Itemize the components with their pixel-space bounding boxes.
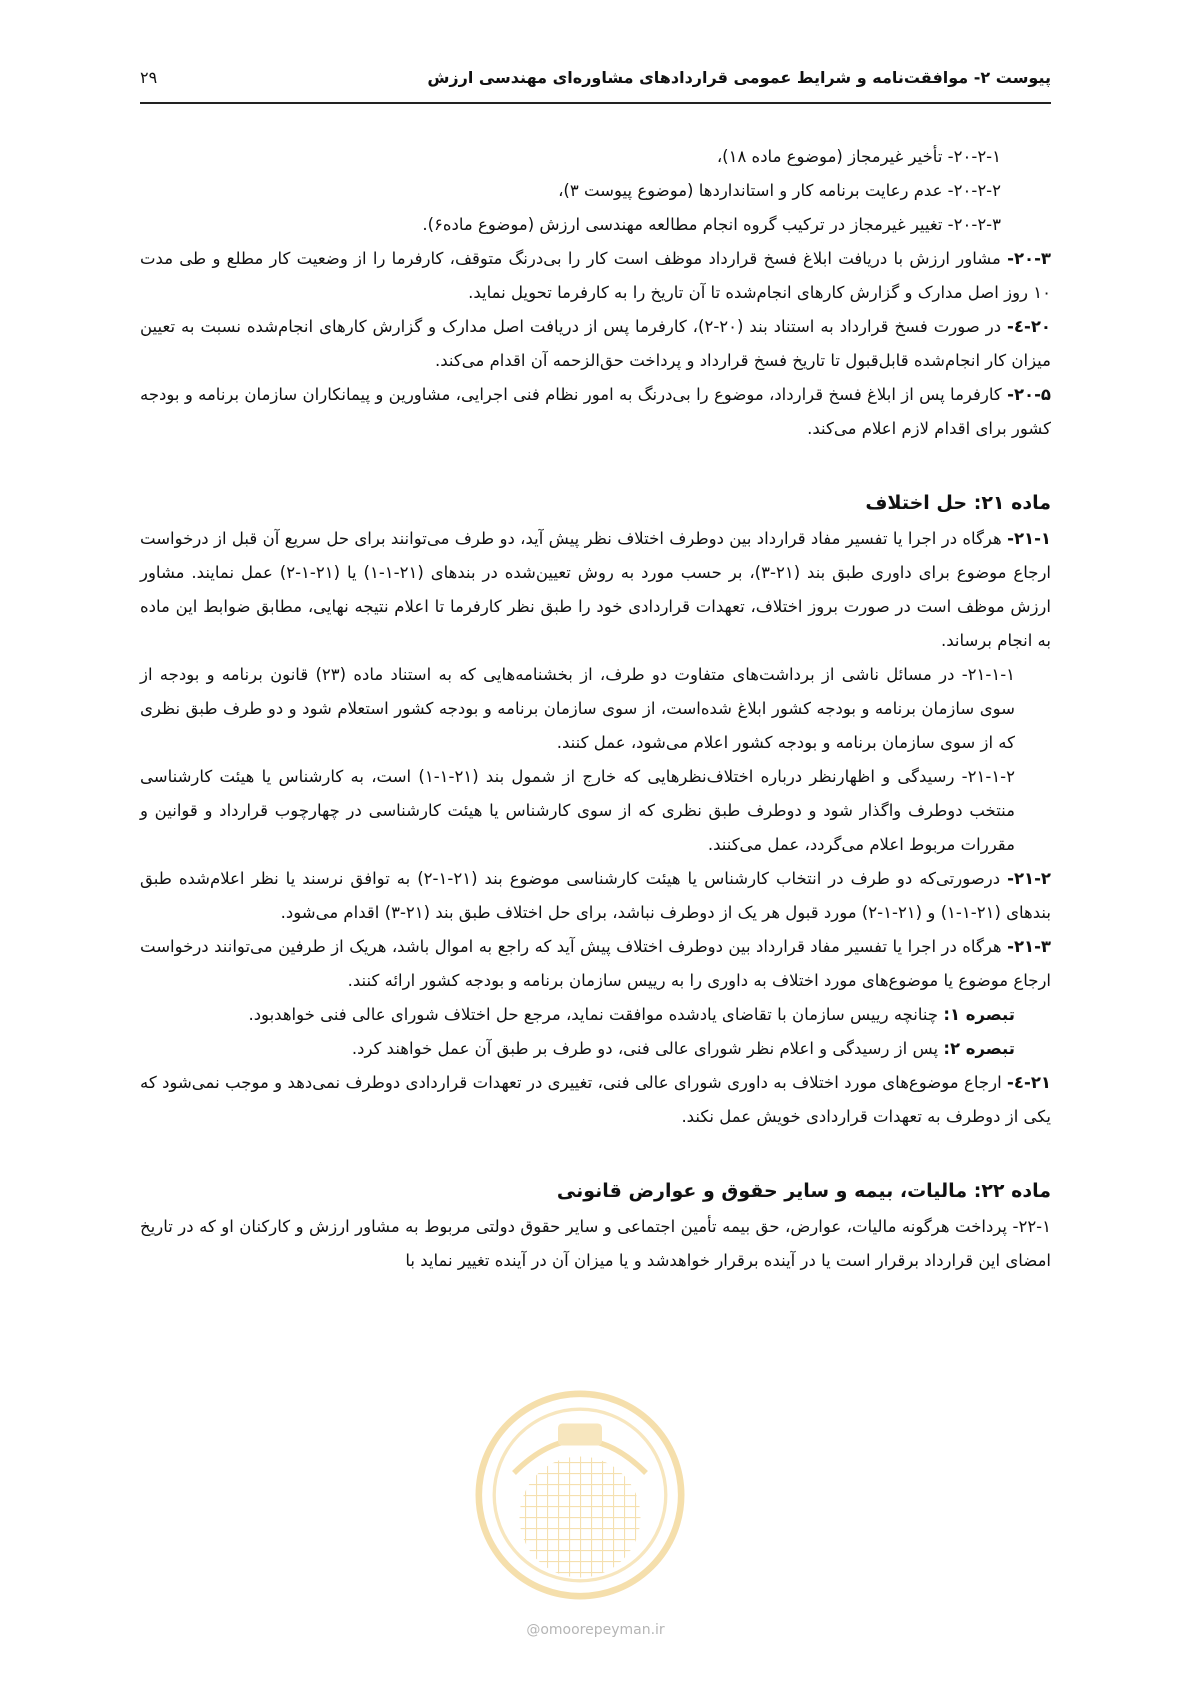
- header-title: پیوست ۲- موافقت‌نامه و شرایط عمومی قراردادهای مشاوره‌ای مهندسی ارزش: [427, 68, 1051, 87]
- clause-number: تبصره ۲:: [943, 1039, 1015, 1058]
- page-number: ۲۹: [140, 68, 158, 87]
- seal-logo-icon: [470, 1385, 690, 1605]
- clause-number: ۲۱-۳-: [1007, 937, 1051, 956]
- paragraph-text: ۲۱-۱-۱- در مسائل ناشی از برداشت‌های متفاوت دو طرف، از بخشنامه‌هایی که به استناد ماده (۲۳) قانون برنامه و بودجه از سوی سازمان برنامه و بودجه کشور ابلاغ شده‌است، از سوی سازمان برنامه و بودجه کشور استعلام شود و دو طرف طبق نظری که از سوی سازمان برنامه و بودجه کشور اعلام می‌شود، عمل کنند.: [140, 665, 1016, 752]
- paragraph-text: درصورتی‌که دو طرف در انتخاب کارشناس یا هیئت کارشناسی موضوع بند (۲۱-۱-۲) به توافق نرسند یا نظر اعلام‌شده طبق بندهای (۲۱-۱-۱) و (۲۱-۱-۲) مورد قبول هر یک از دوطرف نباشد، برای حل اختلاف طبق بند (۲۱-۳) اقدام می‌شود.: [140, 869, 1051, 922]
- paragraph-text: ۲۱-۱-۲- رسیدگی و اظهارنظر درباره اختلاف‌نظرهایی که خارج از شمول بند (۲۱-۱-۱) است، به کارشناس یا هیئت کارشناسی منتخب دوطرف واگذار شود و دوطرف طبق نظری که از سوی کارشناس یا هیئت کارشناسی در چهارچوب قرارداد و قوانین و مقررات مربوط اعلام می‌گردد، عمل می‌کنند.: [140, 767, 1015, 854]
- document-body: [140, 140, 1051, 1278]
- paragraph: [140, 1032, 1051, 1066]
- paragraph-text: ۲۰-۲-۳- تغییر غیرمجاز در ترکیب گروه انجام مطالعه مهندسی ارزش (موضوع ماده۶).: [422, 215, 1001, 234]
- paragraph: [140, 174, 1051, 208]
- footer-site: @omoorepeyman.ir: [526, 1622, 665, 1638]
- clause-number: تبصره ۱:: [943, 1005, 1015, 1024]
- paragraph-text: ماده ۲۲: مالیات، بیمه و سایر حقوق و عوارض قانونی: [556, 1180, 1051, 1202]
- clause-number: ۲۰-۵-: [1007, 385, 1051, 404]
- clause-number: ۲۱-۱-: [1007, 529, 1051, 548]
- paragraph: [140, 310, 1051, 378]
- paragraph: [140, 760, 1051, 862]
- paragraph: [140, 522, 1051, 658]
- clause-number: ۲۱-۲-: [1007, 869, 1051, 888]
- article-heading: [140, 486, 1051, 520]
- paragraph-text: ۲۰-۲-۲- عدم رعایت برنامه کار و استانداردها (موضوع پیوست ۳)،: [558, 181, 1001, 200]
- paragraph-text: در صورت فسخ قرارداد به استناد بند (۲۰-۲)، کارفرما پس از دریافت اصل مدارک و گزارش کارهای انجام‌شده نسبت به تعیین میزان کار انجام‌شده قابل‌قبول تا تاریخ فسخ قرارداد و پرداخت حق‌الزحمه آن اقدام می‌کند.: [140, 317, 1051, 370]
- paragraph: [140, 658, 1051, 760]
- paragraph-text: ماده ۲۱: حل اختلاف: [865, 492, 1051, 514]
- paragraph: [140, 1210, 1051, 1278]
- paragraph-text: هرگاه در اجرا یا تفسیر مفاد قرارداد بین دوطرف اختلاف پیش آید که راجع به اموال باشد، هریک از طرفین می‌توانند درخواست ارجاع موضوع یا موضوع‌های مورد اختلاف به داوری را به رییس سازمان برنامه و بودجه کشور ارائه کنند.: [140, 937, 1051, 990]
- paragraph: [140, 378, 1051, 446]
- paragraph-text: چنانچه رییس سازمان با تقاضای یادشده موافقت نماید، مرجع حل اختلاف شورای عالی فنی خواهدبود.: [248, 1005, 944, 1024]
- clause-number: ۲۰-٤-: [1007, 317, 1051, 336]
- paragraph: [140, 862, 1051, 930]
- paragraph: [140, 930, 1051, 998]
- paragraph-text: مشاور ارزش با دریافت ابلاغ فسخ قرارداد موظف است کار را بی‌درنگ متوقف، کارفرما را از وضعیت کار مطلع و طی مدت ۱۰ روز اصل مدارک و گزارش کارهای انجام‌شده تا آن تاریخ را به کارفرما تحویل نماید.: [140, 249, 1051, 302]
- article-heading: [140, 1174, 1051, 1208]
- paragraph: [140, 998, 1051, 1032]
- paragraph: [140, 208, 1051, 242]
- page-header: [140, 62, 1051, 104]
- paragraph-text: ارجاع موضوع‌های مورد اختلاف به داوری شورای عالی فنی، تغییری در تعهدات قراردادی دوطرف نمی‌دهد و موجب نمی‌شود که یکی از دوطرف به تعهدات قراردادی خویش عمل نکند.: [140, 1073, 1051, 1126]
- clause-number: ۲۱-٤-: [1007, 1073, 1051, 1092]
- paragraph-text: پس از رسیدگی و اعلام نظر شورای عالی فنی، دو طرف بر طبق آن عمل خواهند کرد.: [351, 1039, 944, 1058]
- paragraph-text: هرگاه در اجرا یا تفسیر مفاد قرارداد بین دوطرف اختلاف نظر پیش آید، دو طرف می‌توانند برای حل سریع آن قبل از درخواست ارجاع موضوع برای داوری طبق بند (۲۱-۳)، بر حسب مورد به روش تعیین‌شده در بندهای (۲۱-۱-۱) یا (۲۱-۱-۲) عمل نمایند. مشاور ارزش موظف است در صورت بروز اختلاف، تعهدات قراردادی خود را طبق نظر کارفرما تا اعلام نتیجه نهایی، مطابق ضوابط این ماده به انجام برساند.: [140, 529, 1052, 650]
- paragraph: [140, 140, 1051, 174]
- paragraph-text: ۲۲-۱- پرداخت هرگونه مالیات، عوارض، حق بیمه تأمین اجتماعی و سایر حقوق دولتی مربوط به مشاور ارزش و کارکنان او که در تاریخ امضای این قرارداد برقرار است یا در آینده برقرار خواهدشد و یا میزان آن در آینده تغییر نماید با: [140, 1217, 1051, 1270]
- paragraph: [140, 242, 1051, 310]
- paragraph: [140, 1066, 1051, 1134]
- clause-number: ۲۰-۳-: [1007, 249, 1051, 268]
- paragraph-text: کارفرما پس از ابلاغ فسخ قرارداد، موضوع را بی‌درنگ به امور نظام فنی اجرایی، مشاورین و پیمانکاران سازمان برنامه و بودجه کشور برای اقدام لازم اعلام می‌کند.: [140, 385, 1051, 438]
- paragraph-text: ۲۰-۲-۱- تأخیر غیرمجاز (موضوع ماده ۱۸)،: [716, 147, 1001, 166]
